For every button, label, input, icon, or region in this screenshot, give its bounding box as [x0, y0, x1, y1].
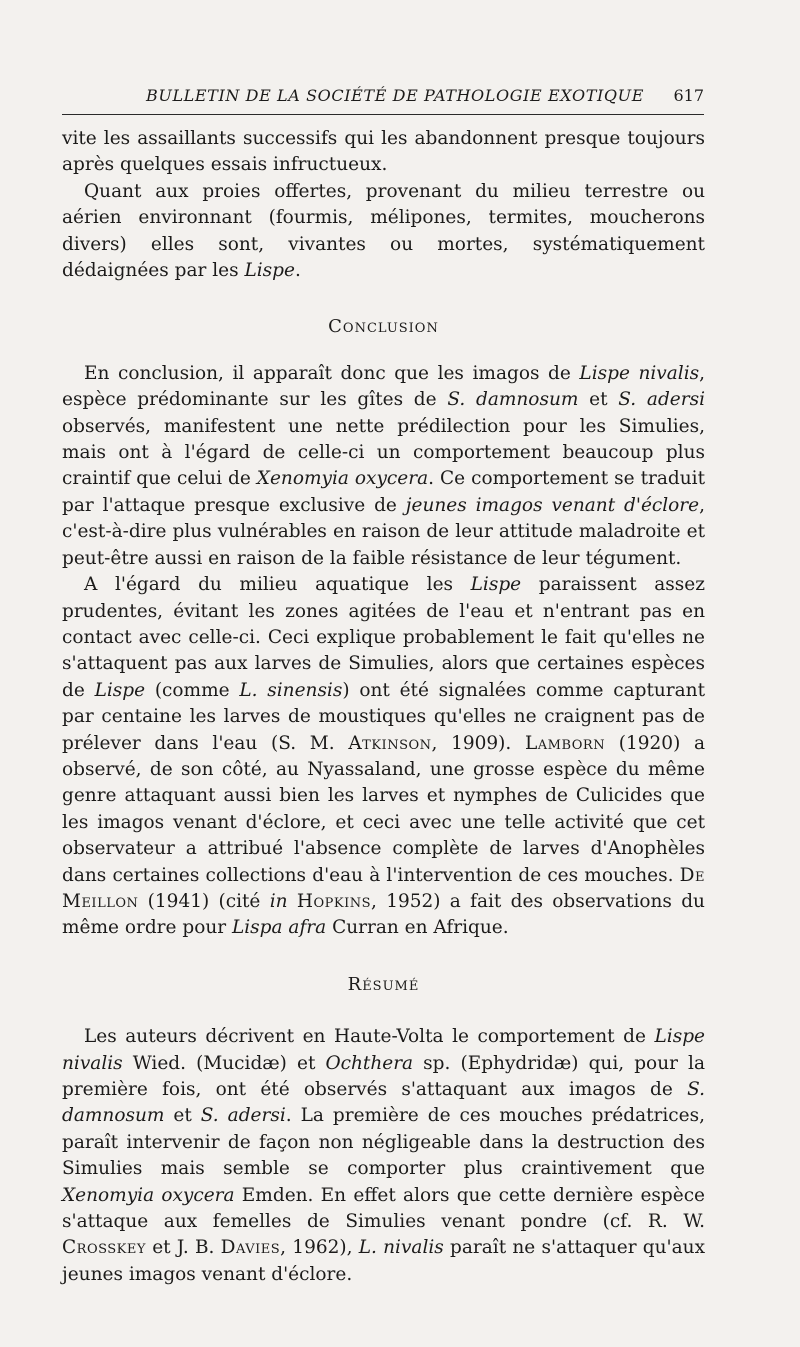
page-number: 617: [673, 86, 704, 105]
paragraph-prey: Quant aux proies offertes, provenant du milieu terrestre ou aérien environnant (fourmis, mélipones, termites, moucherons divers) elles sont, vivantes ou mortes, systématiquement dédaignées par les Lispe.: [62, 180, 705, 282]
paragraph-aquatic: A l'égard du milieu aquatique les Lispe paraissent assez prudentes, évitant les zones agitées de l'eau et n'entrant pas en contact avec celle-ci. Ceci explique probablement le fait qu'elles ne s'attaquent pas aux larves de Simulies, alors que certaines espèces de Lispe (comme L. sinensis) ont été signalées comme capturant par centaine les larves de moustiques qu'elles ne craignent pas de prélever dans l'eau (S. M. Atkinson, 1909). Lamborn (1920) a observé, de son côté, au Nyassaland, une grosse espèce du même genre attaquant aussi bien les larves et nymphes de Culicides que les imagos venant d'éclore, et ceci avec une telle activité que cet observateur a attribué l'absence complète de larves d'Anophèles dans certaines collections d'eau à l'intervention de ces mouches. De Meillon (1941) (cité in Hopkins, 1952) a fait des observations du même ordre pour Lispa afra Curran en Afrique.: [62, 574, 706, 939]
article-body: [62, 126, 705, 1288]
section-heading-resume: Résumé: [347, 973, 420, 995]
section-heading-conclusion: Conclusion: [328, 316, 439, 338]
paragraph-conclusion: En conclusion, il apparaît donc que les imagos de Lispe nivalis, espèce prédominante sur les gîtes de S. damnosum et S. adersi observés, manifestent une nette prédilection pour les Simulies, mais ont à l'égard de celle-ci un comportement beaucoup plus craintif que celui de Xenomyia oxycera. Ce comportement se traduit par l'attaque presque exclusive de jeunes imagos venant d'éclore, c'est-à-dire plus vulnérables en raison de leur attitude maladroite et peut-être aussi en raison de la faible résistance de leur tégument.: [62, 362, 706, 569]
journal-title: BULLETIN DE LA SOCIÉTÉ DE PATHOLOGIE EXOTIQUE: [146, 86, 644, 105]
paragraph-continuation: vite les assaillants successifs qui les abandonnent presque toujours après quelques essais infructueux.: [62, 128, 705, 176]
paragraph-resume: Les auteurs décrivent en Haute-Volta le comportement de Lispe nivalis Wied. (Mucidæ) et Ochthera sp. (Ephydridæ) qui, pour la première fois, ont été observés s'attaquant aux imagos de S. damnosum et S. adersi. La première de ces mouches prédatrices, paraît intervenir de façon non négligeable dans la destruction des Simulies mais semble se comporter plus craintivement que Xenomyia oxycera Emden. En effet alors que cette dernière espèce s'attaque aux femelles de Simulies venant pondre (cf. R. W. Crosskey et J. B. Davies, 1962), L. nivalis paraît ne s'attaquer qu'aux jeunes imagos venant d'éclore.: [62, 1026, 706, 1285]
running-header: [62, 84, 704, 115]
